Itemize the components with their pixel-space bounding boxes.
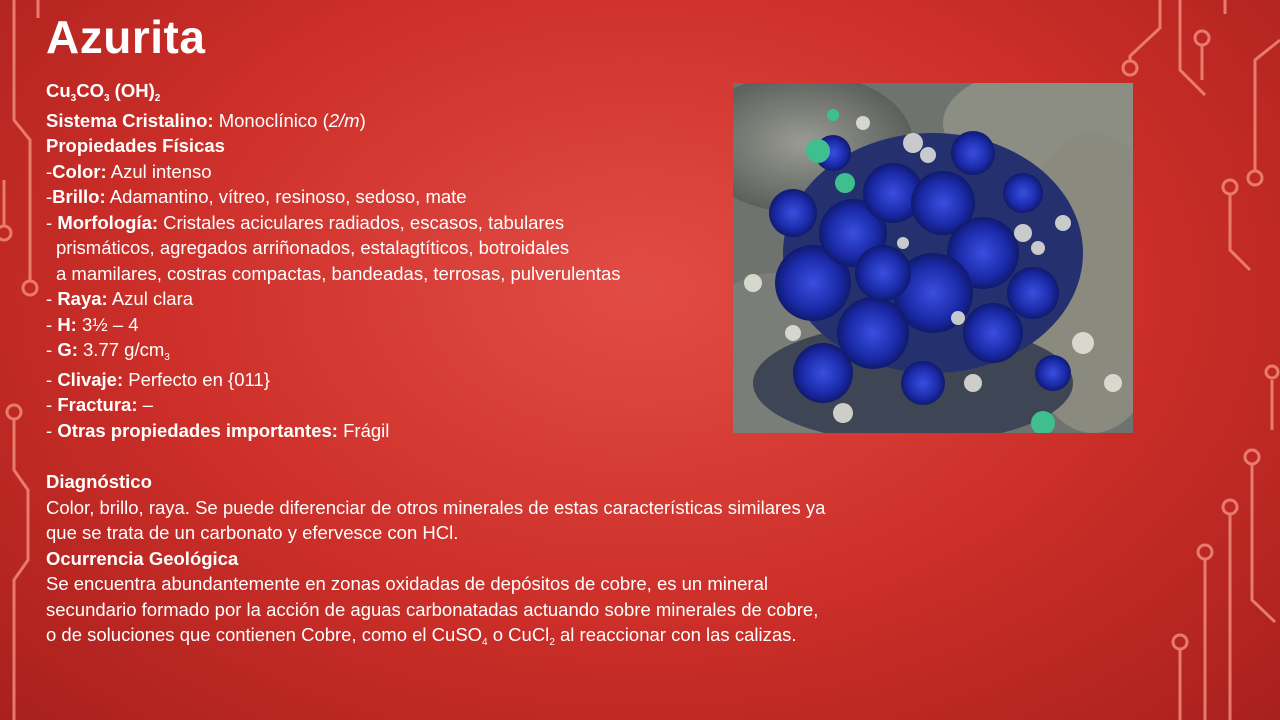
property-morfologia-line3: a mamilares, costras compactas, bandeadas, terrosas, pulverulentas <box>56 262 621 284</box>
chemical-formula: $Cu_3CO_3$ $(OH)_2$ <box>46 80 161 104</box>
physical-properties-heading: Propiedades Físicas <box>46 135 225 156</box>
property-raya: - Raya: Azul clara <box>46 288 194 309</box>
property-gravity: - G: 3.77 $g/cm_3$ <box>46 339 170 363</box>
diagnostico-heading: Diagnóstico <box>46 471 152 492</box>
azurite-specimen-photo <box>733 83 1133 433</box>
ocurrencia-heading: Ocurrencia Geológica <box>46 547 239 569</box>
ocurrencia-text-1: Se encuentra abundantemente en zonas oxidadas de depósitos de cobre, es un mineral <box>46 573 768 594</box>
azurite-crystals-image <box>733 83 1133 433</box>
diagnostico-text-2: que se trata de un carbonato y efervesce con HCl. <box>46 522 459 543</box>
property-color: -Color: Azul intenso <box>46 160 212 182</box>
property-clivaje: - Clivaje: Perfecto en {011} <box>46 368 270 390</box>
property-fractura: - Fractura: – <box>46 394 153 415</box>
slide-title: Azurita <box>46 11 206 63</box>
property-morfologia: - Morfología: Cristales aciculares radiados, escasos, tabulares <box>46 211 565 233</box>
property-hardness: - H: 3½ – 4 <box>46 313 139 335</box>
crystal-system: Sistema Cristalino: Monoclínico (2/m) <box>46 109 366 131</box>
property-morfologia-line2: prismáticos, agregados arriñonados, estalagtíticos, botroidales <box>56 237 570 258</box>
ocurrencia-text-3: o de soluciones que contienen Cobre, como el CuSO$_4$ o CuCl$_2$ al reaccionar con las calizas. <box>46 624 797 648</box>
diagnostico-text-1: Color, brillo, raya. Se puede diferenciar de otros minerales de estas características similares ya <box>46 496 826 518</box>
ocurrencia-text-2: secundario formado por la acción de aguas carbonatadas actuando sobre minerales de cobre, <box>46 598 819 620</box>
property-otras: - Otras propiedades importantes: Frágil <box>46 419 390 441</box>
property-brillo: -Brillo: Adamantino, vítreo, resinoso, sedoso, mate <box>46 186 467 207</box>
